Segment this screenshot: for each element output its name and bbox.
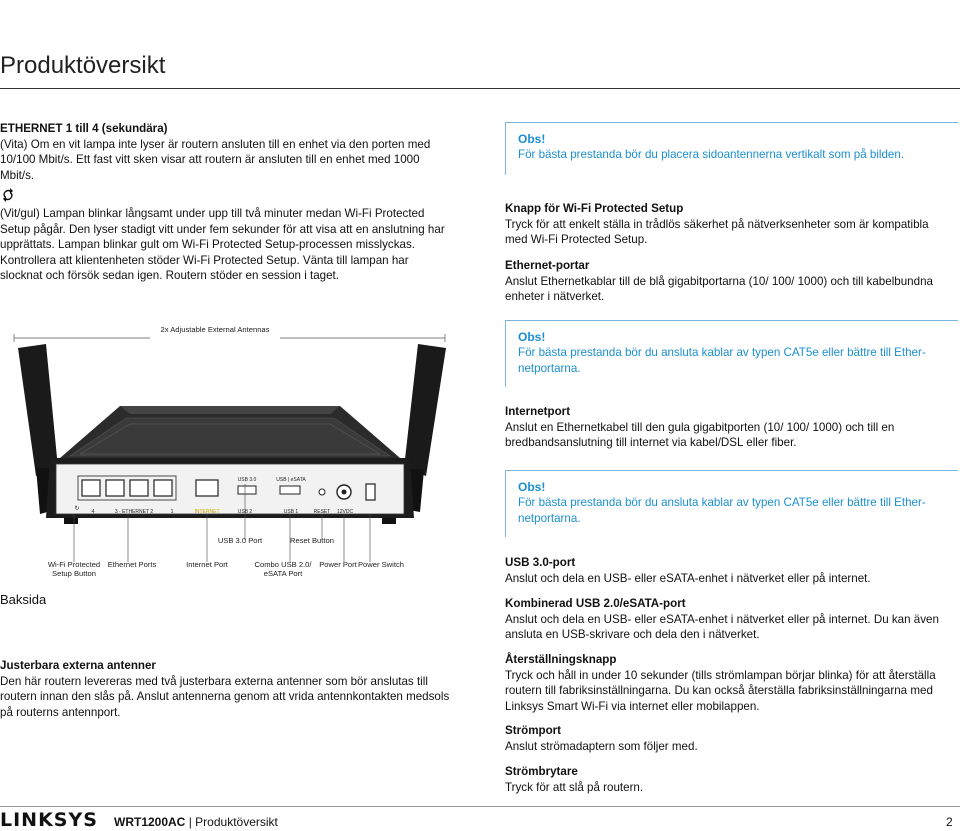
- wps-button-heading: Knapp för Wi-Fi Protected Setup: [505, 202, 684, 215]
- port-label-internet: INTERNET: [194, 509, 220, 515]
- usb-esata-panel-label: USB | eSATA: [276, 477, 306, 483]
- internet-port-heading: Internetport: [505, 405, 571, 418]
- callout-power-switch: Power Switch: [357, 560, 404, 569]
- router-illustration: [0, 318, 460, 588]
- note-box-antennas: [505, 122, 958, 175]
- ethernet-ports-heading: Ethernet-portar: [505, 259, 590, 272]
- power-switch-text: Tryck för att slå på routern.: [505, 780, 644, 794]
- note-text: För bästa prestanda bör du ansluta kablar av typen CAT5e eller bättre till Ether-netportarna.: [518, 346, 926, 375]
- wps-button-section: [505, 201, 945, 248]
- ethernet-text: (Vita) Om en vit lampa inte lyser är routern ansluten till en enhet via den porten med 10/100 Mbit/s. Ett fast vitt sken visar att routern är ansluten till en enhet med 1000 Mbit/s.: [0, 137, 431, 182]
- note-text: För bästa prestanda bör du ansluta kablar av typen CAT5e eller bättre till Ether-netportarna.: [518, 496, 926, 525]
- internet-port-text: Anslut en Ethernetkabel till den gula gigabitporten (10/ 100/ 1000) och till en bredbandsanslutning till internet via kabel/DSL eller fiber.: [505, 420, 895, 450]
- combo-usb-heading: Kombinerad USB 2.0/eSATA-port: [505, 597, 686, 610]
- callout-combo: Combo USB 2.0/ eSATA Port: [254, 560, 312, 578]
- port-label-4: 4: [91, 509, 95, 515]
- usb3-heading: USB 3.0-port: [505, 556, 576, 569]
- footer-divider: [0, 806, 960, 807]
- antennas-label: 2x Adjustable External Antennas: [160, 325, 270, 334]
- port-label-reset: RESET: [313, 509, 331, 515]
- footer-separator: |: [188, 815, 192, 829]
- usb3-text: Anslut och dela en USB- eller eSATA-enhet i nätverket eller på internet.: [505, 571, 871, 585]
- callout-reset: Reset Button: [290, 536, 334, 545]
- note-heading: Obs!: [518, 480, 546, 494]
- port-label-12vdc: 12VDC: [336, 509, 354, 515]
- power-switch-section: [505, 764, 945, 795]
- power-port-text: Anslut strömadaptern som följer med.: [505, 739, 698, 753]
- usb3-section: [505, 555, 945, 586]
- antenna-text: Den här routern levereras med två justerbara externa antenner som bör anslutas till routern innan den slås på. Anslut antennerna genom att vrida antennkontakten medsols på routerns antennport.: [0, 674, 450, 719]
- port-label-usb2: USB 2: [237, 509, 253, 515]
- power-switch-heading: Strömbrytare: [505, 765, 578, 778]
- note-text: För bästa prestanda bör du placera sidoantennerna vertikalt som på bilden.: [518, 148, 905, 161]
- power-port-heading: Strömport: [505, 724, 562, 737]
- port-label-3-2: 3 · ETHERNET 2: [114, 509, 154, 515]
- callout-wps: Wi-Fi Protected Setup Button: [47, 560, 101, 578]
- baksida-label: Baksida: [0, 592, 47, 607]
- internet-port-section: [505, 404, 945, 451]
- reset-section: [505, 652, 945, 714]
- page-number: 2: [946, 815, 953, 829]
- linksys-logo: LINKSYS: [0, 809, 98, 831]
- footer-label: [114, 815, 278, 829]
- footer-model: WRT1200AC: [114, 815, 186, 829]
- antenna-section: [0, 658, 450, 720]
- title-divider: [0, 88, 960, 89]
- note-box-cables-1: [505, 320, 958, 387]
- note-box-cables-2: [505, 470, 958, 537]
- page-title: Produktöversikt: [0, 52, 166, 79]
- wps-led-text: (Vit/gul) Lampan blinkar långsamt under upp till två minuter medan Wi-Fi Protected Setup pågår. Den lyser stadigt vitt under fem sekunder för att visa att en anslutning har upprättats. Lampan blinkar gult om Wi-Fi Protected Setup-processen misslyckas. Kontrollera att klientenheten stöder Wi-Fi Protected Setup. Vänta till lampan har slocknat och försök sedan igen. Routern stöder en session i taget.: [0, 207, 445, 283]
- combo-usb-section: [505, 596, 945, 643]
- wps-icon: [1, 188, 15, 202]
- ethernet-section: [0, 121, 450, 183]
- callout-usb3: USB 3.0 Port: [217, 536, 263, 545]
- callout-internet: Internet Port: [186, 560, 228, 569]
- footer-section: Produktöversikt: [195, 815, 278, 829]
- reset-text: Tryck och håll in under 10 sekunder (tills strömlampan börjar blinka) för att återställa routern till fabriksinställningarna. Du kan också återställa fabriksinställningarna med Linksys Smart Wi-Fi via internet eller mobilappen.: [505, 668, 936, 713]
- callout-power-port: Power Port: [319, 560, 357, 569]
- reset-heading: Återställningsknapp: [505, 653, 617, 666]
- wps-button-text: Tryck för att enkelt ställa in trådlös säkerhet på nätverksenheter som är kompatibla med Wi-Fi Protected Setup.: [505, 217, 929, 247]
- wps-glyph-label: ↻: [74, 506, 80, 512]
- antenna-heading: Justerbara externa antenner: [0, 659, 156, 672]
- combo-usb-text: Anslut och dela en USB- eller eSATA-enhet i nätverket eller på internet. Du kan även ansluta en USB-skrivare och dela den i nätverket.: [505, 612, 939, 642]
- note-heading: Obs!: [518, 330, 546, 344]
- note-heading: Obs!: [518, 132, 546, 146]
- usb3-panel-label: USB 3.0: [237, 477, 257, 483]
- callout-ethernet: Ethernet Ports: [107, 560, 157, 569]
- router-diagram: [0, 318, 460, 588]
- port-label-1: 1: [170, 509, 174, 515]
- power-port-section: [505, 723, 945, 754]
- ethernet-heading: ETHERNET 1 till 4 (sekundära): [0, 122, 168, 135]
- ethernet-ports-section: [505, 258, 945, 305]
- ethernet-ports-text: Anslut Ethernetkablar till de blå gigabitportarna (10/ 100/ 1000) och till kabelbundna enheter i nätverket.: [505, 274, 933, 304]
- port-label-usb1: USB 1: [283, 509, 299, 515]
